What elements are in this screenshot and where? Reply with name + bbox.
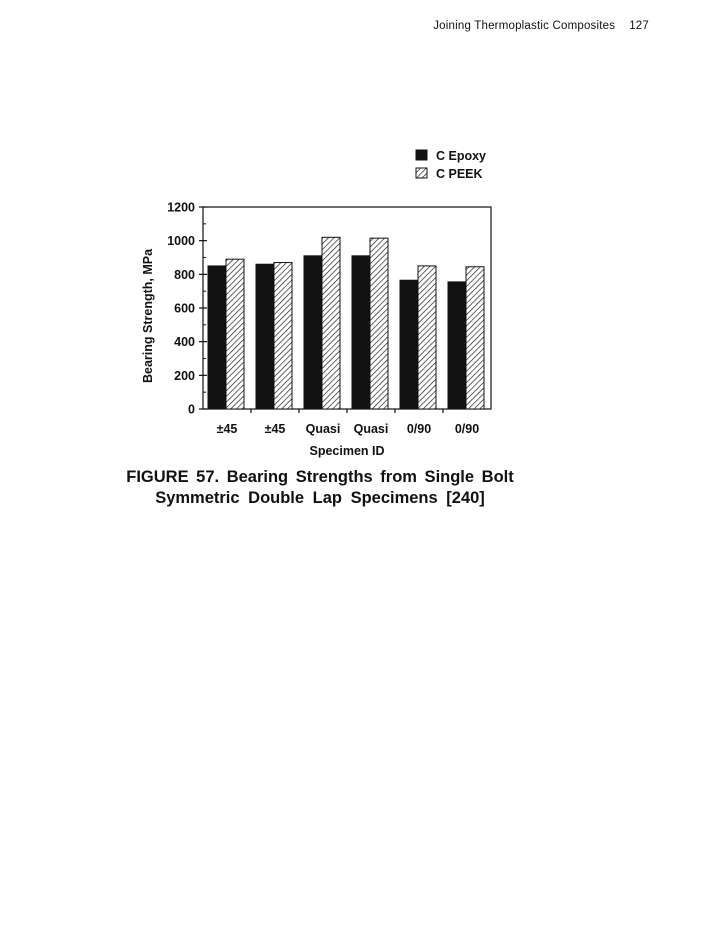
x-tick-label-1: ±45 (264, 422, 286, 436)
bar-c-epoxy-0 (208, 266, 226, 409)
x-tick-label-0: ±45 (216, 422, 238, 436)
bar-c-epoxy-1 (256, 264, 274, 409)
x-tick-label-5: 0/90 (454, 422, 480, 436)
legend-swatch-c-peek (416, 168, 427, 178)
x-tick-label-2: Quasi (305, 422, 341, 436)
y-tick-label-6: 1200 (167, 200, 195, 215)
x-tick-label-4: 0/90 (406, 422, 432, 436)
legend-label-c-epoxy: C Epoxy (436, 149, 487, 163)
bar-chart (0, 0, 715, 470)
y-tick-label-1: 200 (174, 368, 195, 383)
y-tick-label-3: 600 (174, 301, 195, 316)
bar-c-peek-2 (322, 237, 340, 409)
bar-c-peek-4 (418, 266, 436, 409)
running-head-title: Joining Thermoplastic Composites (433, 20, 616, 32)
x-tick-label-3: Quasi (353, 422, 389, 436)
y-axis-label: Bearing Strength, MPa (141, 248, 155, 384)
chart-legend (416, 149, 486, 181)
bar-c-epoxy-2 (304, 256, 322, 409)
x-axis-label: Specimen ID (309, 444, 385, 458)
bar-c-epoxy-4 (400, 280, 418, 409)
page-number: 127 (629, 20, 649, 32)
y-tick-label-0: 0 (188, 402, 195, 417)
figure-caption-line-1: FIGURE 57. Bearing Strengths from Single Bolt (126, 468, 514, 486)
y-tick-label-4: 800 (174, 267, 195, 282)
bar-c-peek-5 (466, 267, 484, 409)
figure-caption (100, 467, 540, 509)
figure-caption-line-2: Symmetric Double Lap Specimens [240] (155, 489, 485, 507)
bar-c-epoxy-3 (352, 256, 370, 409)
bar-c-peek-1 (274, 263, 292, 409)
bar-c-peek-0 (226, 259, 244, 409)
legend-swatch-c-epoxy (416, 150, 427, 160)
y-tick-label-5: 1000 (167, 234, 195, 249)
bar-c-peek-3 (370, 238, 388, 409)
y-tick-label-2: 400 (174, 335, 195, 350)
bar-c-epoxy-5 (448, 282, 466, 409)
legend-label-c-peek: C PEEK (436, 167, 483, 181)
